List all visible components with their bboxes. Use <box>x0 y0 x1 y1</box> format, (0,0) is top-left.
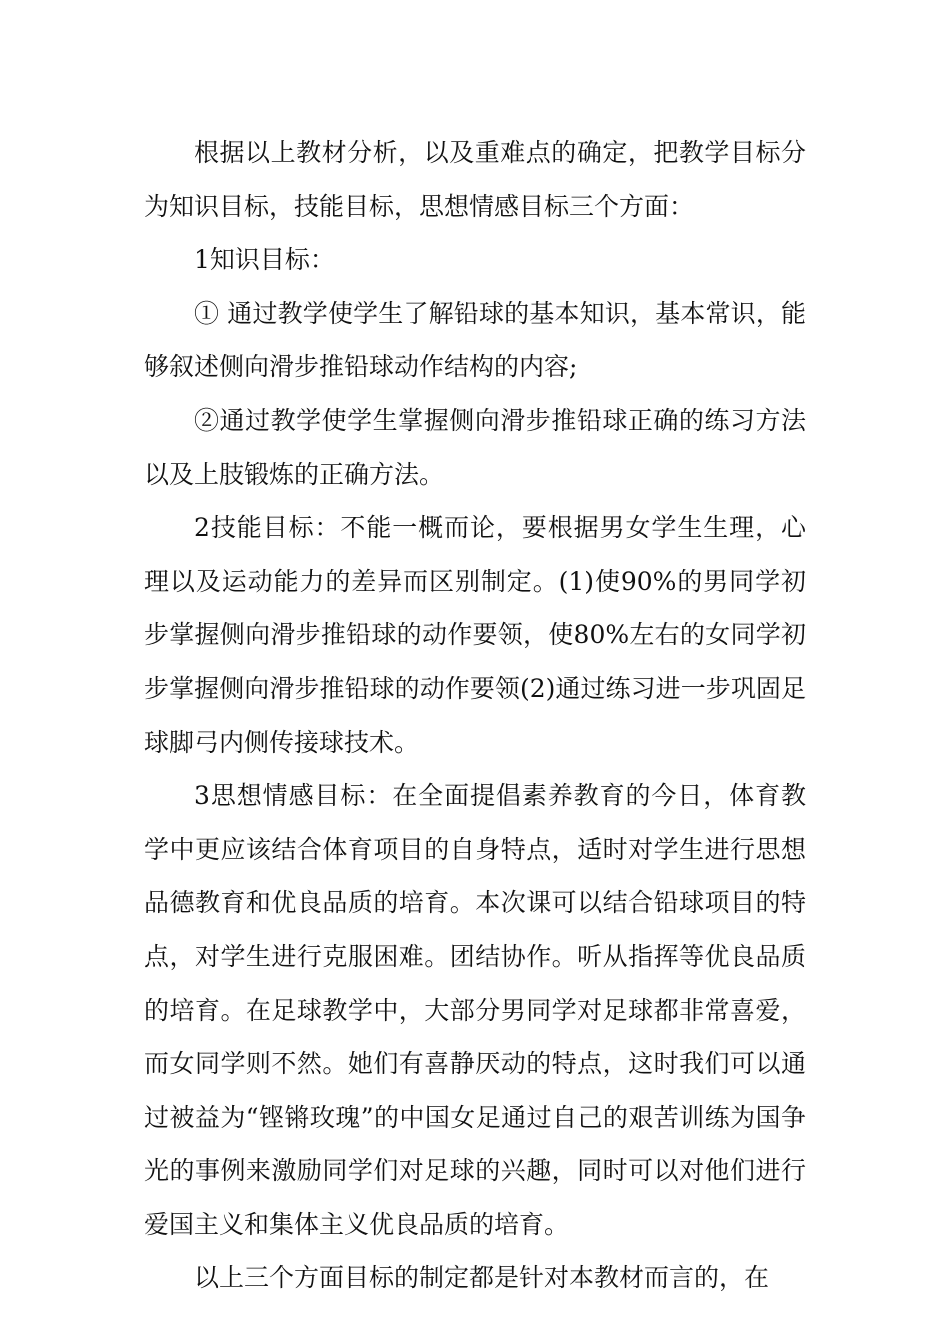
paragraph-skill-goals: 2技能目标：不能一概而论，要根据男女学生生理，心理以及运动能力的差异而区别制定。(1)使90%的男同学初步掌握侧向滑步推铅球的动作要领，使80%左右的女同学初步掌握侧向滑步推铅球的动作要领(2)通过练习进一步巩固足球脚弓内侧传接球技术。 <box>144 513 806 757</box>
paragraph-knowledge-item-1: ① 通过教学使学生了解铅球的基本知识，基本常识，能够叙述侧向滑步推铅球动作结构的内容; <box>144 298 806 382</box>
document-body <box>144 126 806 1305</box>
paragraph-knowledge-heading: 1知识目标： <box>194 245 335 275</box>
paragraph-knowledge-item-2: ②通过教学使学生掌握侧向滑步推铅球正确的练习方法以及上肢锻炼的正确方法。 <box>144 405 806 489</box>
paragraph-emotion-goals: 3思想情感目标：在全面提倡素养教育的今日，体育教学中更应该结合体育项目的自身特点，适时对学生进行思想品德教育和优良品质的培育。本次课可以结合铅球项目的特点，对学生进行克服困难。团结协作。听从指挥等优良品质的培育。在足球教学中，大部分男同学对足球都非常喜爱，而女同学则不然。她们有喜静厌动的特点，这时我们可以通过被益为“铿锵玫瑰”的中国女足通过自己的艰苦训练为国争光的事例来激励同学们对足球的兴趣，同时可以对他们进行爱国主义和集体主义优良品质的培育。 <box>144 781 806 1239</box>
paragraph-summary: 以上三个方面目标的制定都是针对本教材而言的，在 <box>194 1263 770 1293</box>
paragraph-intro: 根据以上教材分析，以及重难点的确定，把教学目标分为知识目标，技能目标，思想情感目标三个方面： <box>144 138 806 221</box>
